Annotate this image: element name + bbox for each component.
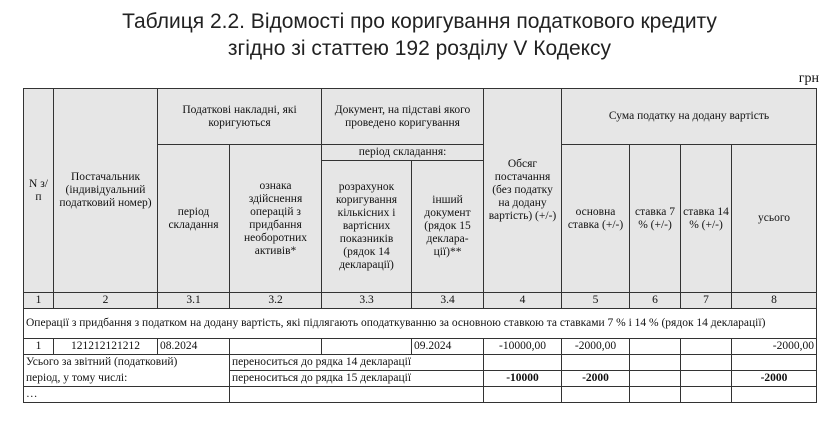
vat-adjustment-table	[23, 88, 817, 403]
header-period: період складання	[158, 145, 230, 293]
totals-base-15: -2000	[562, 371, 630, 387]
totals-rate7-15	[630, 371, 681, 387]
totals-base-14	[562, 355, 630, 371]
header-num: N з/п	[24, 89, 54, 293]
col-number: 3.1	[158, 293, 230, 309]
carry-line-14: переноситься до рядка 14 декларації	[230, 355, 484, 371]
col-number: 4	[484, 293, 562, 309]
header-vat-sum: Сума податку на додану вартість	[562, 89, 817, 145]
totals-row-14	[24, 355, 817, 371]
currency-unit: грн	[798, 71, 819, 86]
col-number: 3.3	[322, 293, 412, 309]
totals-total-15: -2000	[732, 371, 817, 387]
header-supplier: Постачальник (індивідуальний податковий номер)	[54, 89, 158, 293]
col-number: 2	[54, 293, 158, 309]
row-rate-14	[681, 339, 732, 355]
ellipsis-cell: …	[24, 387, 230, 403]
row-rate-7	[630, 339, 681, 355]
header-total: усього	[732, 145, 817, 293]
section-caption: Операції з придбання з податком на додану вартість, які підлягають оподаткуванню за основною ставкою та ставками 7 % і 14 % (рядок 14 декларації)	[24, 309, 817, 339]
empty-cell	[681, 387, 732, 403]
totals-volume-15: -10000	[484, 371, 562, 387]
col-number: 7	[681, 293, 732, 309]
totals-total-14	[732, 355, 817, 371]
row-other-doc: 09.2024	[412, 339, 484, 355]
totals-row-15	[24, 371, 817, 387]
row-period: 08.2024	[158, 339, 230, 355]
row-supplier: 121212121212	[54, 339, 158, 355]
document-title	[0, 8, 839, 62]
col-number: 5	[562, 293, 630, 309]
row-base-rate: -2000,00	[562, 339, 630, 355]
empty-cell	[230, 387, 484, 403]
totals-volume-14	[484, 355, 562, 371]
header-rate-7: ставка 7 % (+/-)	[630, 145, 681, 293]
empty-cell	[732, 387, 817, 403]
row-sign	[230, 339, 322, 355]
col-number: 3.2	[230, 293, 322, 309]
col-number: 8	[732, 293, 817, 309]
row-num: 1	[24, 339, 54, 355]
col-number: 1	[24, 293, 54, 309]
col-number: 3.4	[412, 293, 484, 309]
header-calc: розрахунок коригування кількісних і вартісних показників (рядок 14 декларації)	[322, 161, 412, 293]
row-volume: -10000,00	[484, 339, 562, 355]
title-line-1: Таблиця 2.2. Відомості про коригування податкового кредиту	[122, 10, 717, 33]
header-acquisition-sign: ознака здійснення операцій з придбання необоротних активів*	[230, 145, 322, 293]
header-tax-invoices: Податкові накладні, які коригуються	[158, 89, 322, 145]
totals-rate14-15	[681, 371, 732, 387]
column-numbers-row	[24, 293, 817, 309]
empty-cell	[562, 387, 630, 403]
row-calc	[322, 339, 412, 355]
header-base-rate: основна ставка (+/-)	[562, 145, 630, 293]
header-other-doc: інший документ (рядок 15 деклара-ції)**	[412, 161, 484, 293]
title-line-2: згідно зі статтею 192 розділу V Кодексу	[227, 37, 612, 60]
table-row	[24, 339, 817, 355]
totals-label-2: період, у тому числі:	[24, 371, 230, 387]
header-document: Документ, на підставі якого проведено коригування	[322, 89, 484, 145]
header-volume: Обсяг постачання (без податку на додану вартість) (+/-)	[484, 89, 562, 293]
carry-line-15: переноситься до рядка 15 декларації	[230, 371, 484, 387]
ellipsis-row	[24, 387, 817, 403]
empty-cell	[630, 387, 681, 403]
header-doc-period: період складання:	[322, 145, 484, 161]
totals-rate14-14	[681, 355, 732, 371]
totals-label-1: Усього за звітний (податковий)	[24, 355, 230, 371]
section-row	[24, 309, 817, 339]
totals-rate7-14	[630, 355, 681, 371]
header-rate-14: ставка 14 % (+/-)	[681, 145, 732, 293]
row-total: -2000,00	[732, 339, 817, 355]
col-number: 6	[630, 293, 681, 309]
empty-cell	[484, 387, 562, 403]
